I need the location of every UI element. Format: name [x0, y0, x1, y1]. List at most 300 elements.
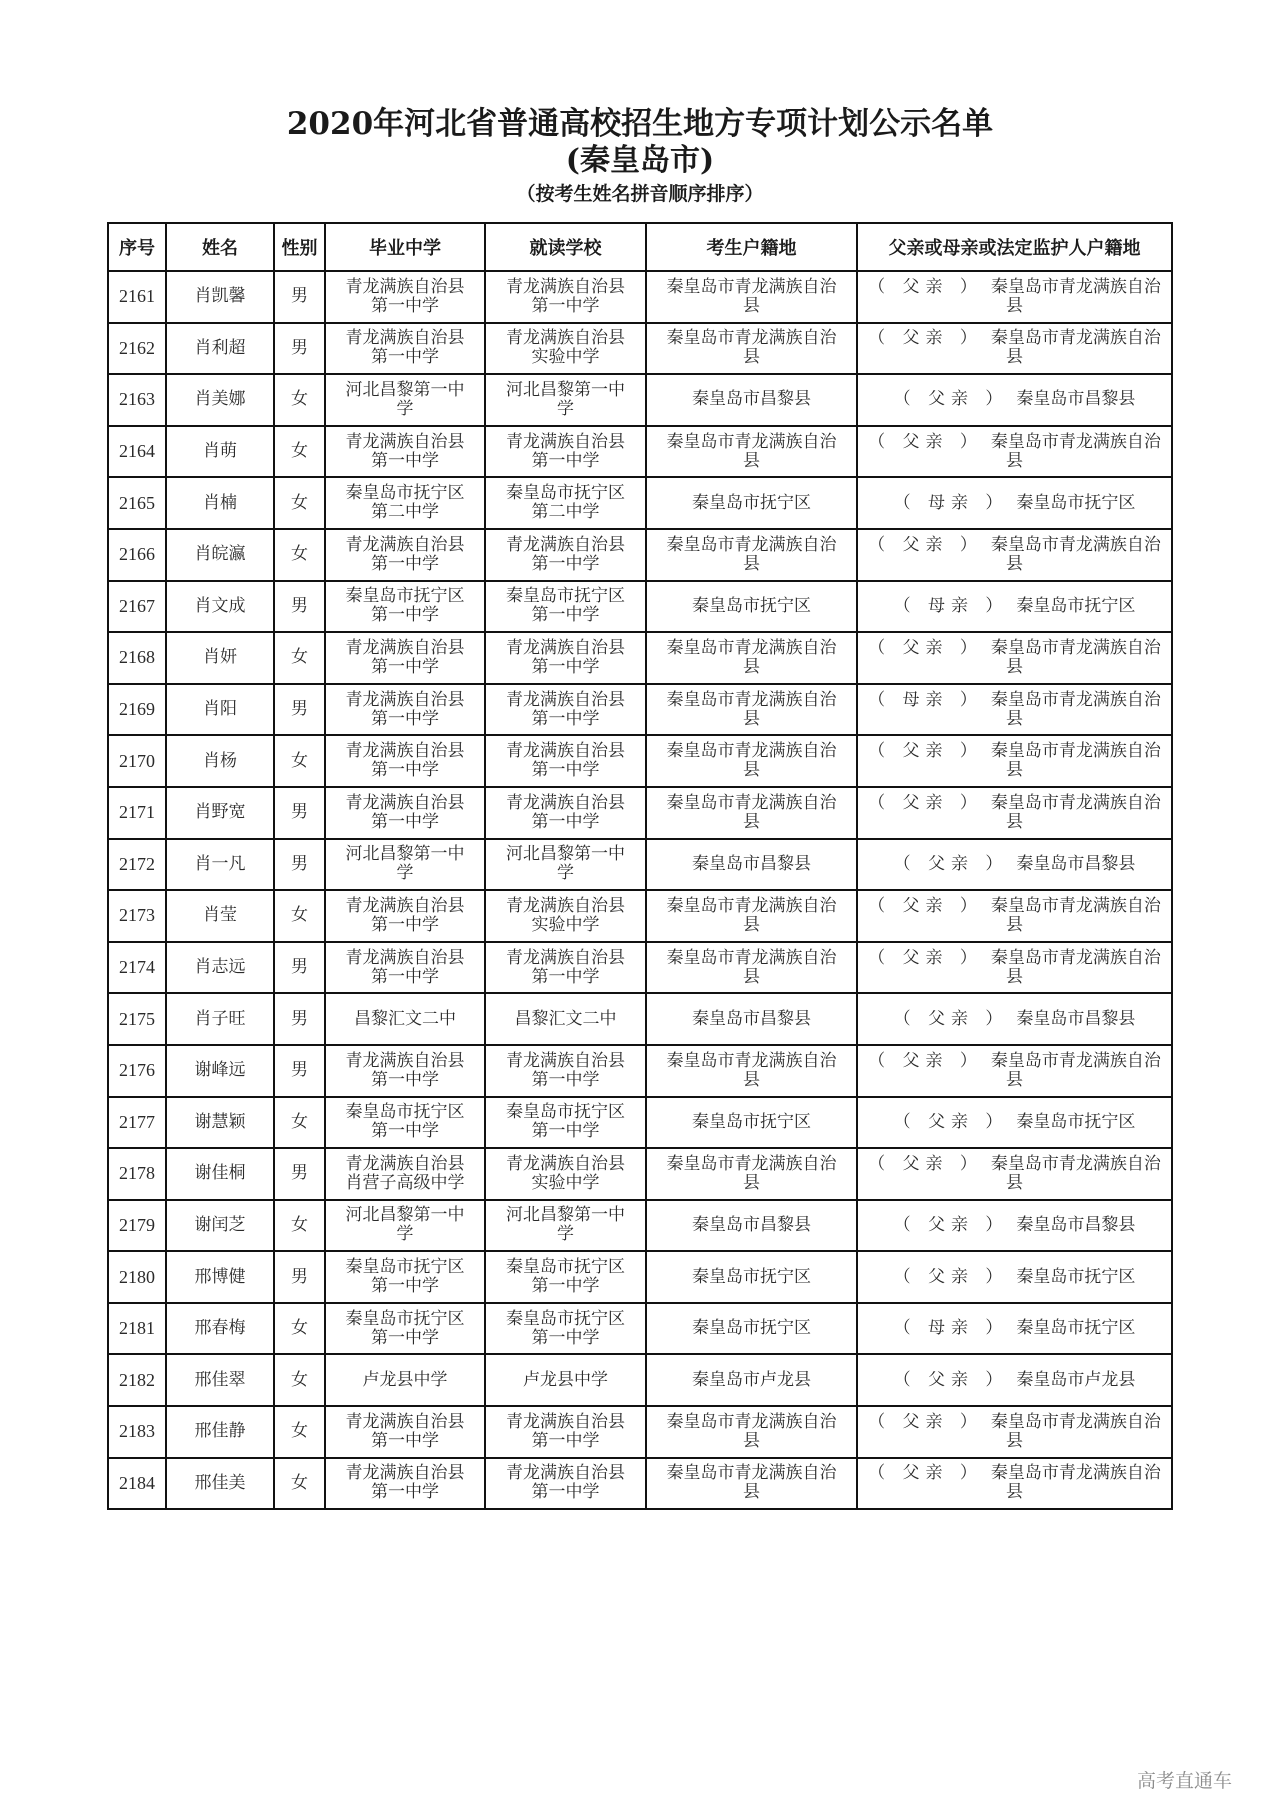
cell-current-school-line: 实验中学: [531, 347, 600, 368]
cell-grad-school: [325, 787, 485, 839]
cell-grad-school-line: 河北昌黎第一中: [345, 1205, 465, 1226]
cell-grad-school-line: 青龙满族自治县: [345, 689, 465, 710]
cell-gender: 男: [274, 839, 325, 891]
cell-hukou-line: 秦皇岛市青龙满族自治: [666, 1050, 837, 1071]
cell-name: 邢博健: [166, 1251, 274, 1303]
column-header-id: 序号: [108, 223, 166, 271]
cell-grad-school-line: 青龙满族自治县: [345, 534, 465, 555]
guardian-relation: （ 父亲 ）: [893, 1369, 1009, 1390]
cell-current-school-line: 青龙满族自治县: [506, 1153, 625, 1174]
table-row: [108, 735, 1172, 787]
table-row: [108, 1097, 1172, 1149]
cell-current-school-line: 河北昌黎第一中: [506, 379, 625, 400]
cell-name: 肖妍: [166, 632, 274, 684]
cell-hukou-line: 秦皇岛市抚宁区: [692, 1318, 811, 1339]
guardian-location: 秦皇岛市青龙满族自治县: [990, 741, 1161, 781]
cell-id: 2176: [108, 1045, 166, 1097]
cell-name: 肖利超: [166, 323, 274, 375]
cell-grad-school-line: 学: [396, 863, 414, 884]
cell-current-school: [485, 1354, 646, 1406]
cell-gender: 男: [274, 1251, 325, 1303]
cell-gender: 女: [274, 1303, 325, 1355]
cell-gender: 女: [274, 632, 325, 684]
cell-current-school-line: 第一中学: [531, 450, 600, 471]
cell-name: 谢佳桐: [166, 1148, 274, 1200]
cell-current-school-line: 青龙满族自治县: [506, 276, 625, 297]
cell-current-school-line: 秦皇岛市抚宁区: [506, 1257, 625, 1278]
cell-current-school-line: 青龙满族自治县: [506, 534, 625, 555]
cell-gender: 女: [274, 890, 325, 942]
guardian-location: 秦皇岛市青龙满族自治县: [990, 689, 1161, 729]
cell-guardian-hukou: [857, 1354, 1172, 1406]
cell-grad-school: [325, 323, 485, 375]
cell-hukou-line: 县: [743, 347, 760, 368]
cell-gender: 女: [274, 1097, 325, 1149]
cell-guardian-hukou: [857, 942, 1172, 994]
cell-current-school: [485, 1303, 646, 1355]
guardian-location: 秦皇岛市抚宁区: [1016, 1266, 1136, 1287]
cell-hukou: [646, 1406, 857, 1458]
guardian-location: 秦皇岛市抚宁区: [1016, 595, 1136, 616]
cell-guardian-hukou: [857, 1045, 1172, 1097]
cell-grad-school-line: 青龙满族自治县: [345, 328, 465, 349]
cell-grad-school-line: 秦皇岛市抚宁区: [345, 1102, 465, 1123]
sort-note: （按考生姓名拼音顺序排序）: [516, 183, 764, 205]
cell-hukou: [646, 787, 857, 839]
cell-grad-school: [325, 426, 485, 478]
cell-id: 2170: [108, 735, 166, 787]
cell-grad-school-line: 青龙满族自治县: [345, 431, 465, 452]
cell-hukou-line: 秦皇岛市昌黎县: [692, 853, 811, 874]
column-header-hukou: 考生户籍地: [646, 223, 857, 271]
cell-grad-school: [325, 581, 485, 633]
cell-hukou-line: 县: [743, 914, 760, 935]
cell-grad-school-line: 青龙满族自治县: [345, 792, 465, 813]
cell-hukou-line: 秦皇岛市抚宁区: [692, 1111, 811, 1132]
cell-grad-school-line: 青龙满族自治县: [345, 895, 465, 916]
cell-current-school: [485, 1148, 646, 1200]
cell-grad-school-line: 秦皇岛市抚宁区: [345, 586, 465, 607]
cell-gender: 女: [274, 1200, 325, 1252]
cell-id: 2164: [108, 426, 166, 478]
cell-current-school: [485, 993, 646, 1045]
cell-grad-school: [325, 1251, 485, 1303]
cell-current-school-line: 青龙满族自治县: [506, 431, 625, 452]
cell-hukou: [646, 1045, 857, 1097]
guardian-location: 秦皇岛市昌黎县: [1016, 1008, 1136, 1029]
cell-current-school-line: 青龙满族自治县: [506, 689, 625, 710]
cell-current-school-line: 第一中学: [531, 1276, 600, 1297]
cell-id: 2183: [108, 1406, 166, 1458]
cell-hukou: [646, 374, 857, 426]
cell-gender: 男: [274, 323, 325, 375]
guardian-relation: （ 父亲 ）: [868, 431, 983, 452]
cell-hukou-line: 秦皇岛市抚宁区: [692, 1266, 811, 1287]
cell-grad-school-line: 第一中学: [371, 1482, 439, 1503]
guardian-location: 秦皇岛市青龙满族自治县: [990, 895, 1161, 935]
cell-id: 2172: [108, 839, 166, 891]
cell-grad-school: [325, 735, 485, 787]
cell-gender: 女: [274, 1458, 325, 1510]
cell-hukou: [646, 1251, 857, 1303]
cell-name: 肖野宽: [166, 787, 274, 839]
cell-current-school-line: 第一中学: [531, 295, 600, 316]
cell-current-school: [485, 477, 646, 529]
column-header-gender: 性别: [274, 223, 325, 271]
cell-grad-school: [325, 1354, 485, 1406]
guardian-location: 秦皇岛市昌黎县: [1016, 853, 1136, 874]
cell-hukou-line: 秦皇岛市昌黎县: [692, 389, 811, 410]
cell-guardian-hukou: [857, 426, 1172, 478]
cell-guardian-hukou: [857, 735, 1172, 787]
cell-guardian-hukou: [857, 581, 1172, 633]
cell-gender: 女: [274, 426, 325, 478]
cell-current-school-line: 河北昌黎第一中: [506, 844, 625, 865]
cell-name: 肖阳: [166, 684, 274, 736]
cell-hukou-line: 秦皇岛市抚宁区: [692, 595, 811, 616]
cell-grad-school: [325, 632, 485, 684]
cell-grad-school-line: 昌黎汇文二中: [354, 1008, 456, 1029]
cell-hukou-line: 县: [743, 966, 760, 987]
guardian-relation: （ 父亲 ）: [868, 1050, 983, 1071]
cell-hukou: [646, 890, 857, 942]
cell-current-school-line: 实验中学: [531, 1172, 600, 1193]
cell-grad-school-line: 第一中学: [371, 1069, 439, 1090]
cell-name: 肖志远: [166, 942, 274, 994]
cell-hukou-line: 县: [743, 1172, 760, 1193]
cell-current-school-line: 秦皇岛市抚宁区: [506, 1102, 625, 1123]
cell-current-school: [485, 1200, 646, 1252]
table-row: [108, 323, 1172, 375]
cell-hukou: [646, 323, 857, 375]
column-header-name: 姓名: [166, 223, 274, 271]
guardian-location: 秦皇岛市青龙满族自治县: [990, 947, 1161, 987]
cell-current-school-line: 青龙满族自治县: [506, 328, 625, 349]
guardian-location: 秦皇岛市抚宁区: [1016, 1111, 1136, 1132]
cell-hukou: [646, 632, 857, 684]
cell-gender: 女: [274, 735, 325, 787]
cell-guardian-hukou: [857, 890, 1172, 942]
cell-name: 谢闰芝: [166, 1200, 274, 1252]
cell-grad-school-line: 学: [396, 398, 414, 419]
table-row: [108, 787, 1172, 839]
cell-hukou-line: 秦皇岛市抚宁区: [692, 492, 811, 513]
cell-grad-school-line: 学: [396, 1224, 414, 1245]
cell-gender: 男: [274, 1148, 325, 1200]
cell-hukou-line: 县: [743, 295, 760, 316]
cell-id: 2171: [108, 787, 166, 839]
cell-current-school-line: 青龙满族自治县: [506, 741, 625, 762]
table-row: [108, 1406, 1172, 1458]
cell-gender: 女: [274, 1354, 325, 1406]
cell-name: 肖杨: [166, 735, 274, 787]
guardian-relation: （ 母亲 ）: [893, 595, 1009, 616]
cell-grad-school: [325, 1303, 485, 1355]
cell-guardian-hukou: [857, 632, 1172, 684]
cell-current-school: [485, 323, 646, 375]
cell-grad-school-line: 青龙满族自治县: [345, 741, 465, 762]
cell-hukou-line: 秦皇岛市青龙满族自治: [666, 276, 837, 297]
cell-hukou-line: 县: [743, 656, 760, 677]
cell-current-school: [485, 1458, 646, 1510]
table-row: [108, 426, 1172, 478]
guardian-relation: （ 父亲 ）: [893, 389, 1009, 410]
cell-hukou: [646, 1458, 857, 1510]
cell-grad-school: [325, 890, 485, 942]
cell-hukou: [646, 581, 857, 633]
cell-current-school-line: 第一中学: [531, 1430, 600, 1451]
table-row: [108, 1354, 1172, 1406]
cell-name: 肖一凡: [166, 839, 274, 891]
cell-grad-school: [325, 374, 485, 426]
cell-current-school-line: 第一中学: [531, 966, 600, 987]
cell-grad-school-line: 第二中学: [371, 502, 439, 523]
cell-current-school-line: 第一中学: [531, 760, 600, 781]
cell-grad-school-line: 肖营子高级中学: [345, 1172, 465, 1193]
cell-current-school-line: 第二中学: [531, 502, 600, 523]
guardian-location: 秦皇岛市卢龙县: [1016, 1369, 1136, 1390]
cell-current-school: [485, 1097, 646, 1149]
guardian-relation: （ 父亲 ）: [868, 276, 983, 297]
cell-current-school: [485, 839, 646, 891]
guardian-location: 秦皇岛市昌黎县: [1016, 389, 1136, 410]
table-row: [108, 839, 1172, 891]
cell-grad-school-line: 秦皇岛市抚宁区: [345, 1308, 465, 1329]
cell-hukou-line: 秦皇岛市青龙满族自治: [666, 895, 837, 916]
cell-name: 肖楠: [166, 477, 274, 529]
guardian-location: 秦皇岛市青龙满族自治县: [990, 534, 1161, 574]
cell-name: 肖凯馨: [166, 271, 274, 323]
cell-current-school: [485, 374, 646, 426]
cell-current-school-line: 第一中学: [531, 656, 600, 677]
guardian-location: 秦皇岛市抚宁区: [1016, 492, 1136, 513]
cell-gender: 男: [274, 684, 325, 736]
cell-hukou-line: 县: [743, 811, 760, 832]
cell-current-school: [485, 942, 646, 994]
cell-current-school-line: 青龙满族自治县: [506, 792, 625, 813]
guardian-location: 秦皇岛市青龙满族自治县: [990, 792, 1161, 832]
cell-grad-school-line: 秦皇岛市抚宁区: [345, 483, 465, 504]
cell-hukou-line: 秦皇岛市卢龙县: [692, 1369, 811, 1390]
cell-grad-school: [325, 1148, 485, 1200]
column-header-grad-school: 毕业中学: [325, 223, 485, 271]
guardian-relation: （ 父亲 ）: [868, 1153, 983, 1174]
table-row: [108, 684, 1172, 736]
cell-current-school: [485, 581, 646, 633]
cell-guardian-hukou: [857, 323, 1172, 375]
guardian-relation: （ 父亲 ）: [893, 1266, 1009, 1287]
guardian-relation: （ 父亲 ）: [868, 534, 983, 555]
cell-hukou-line: 县: [743, 760, 760, 781]
cell-guardian-hukou: [857, 839, 1172, 891]
cell-grad-school: [325, 839, 485, 891]
cell-grad-school-line: 河北昌黎第一中: [345, 379, 465, 400]
cell-guardian-hukou: [857, 1406, 1172, 1458]
cell-hukou-line: 秦皇岛市青龙满族自治: [666, 1463, 837, 1484]
cell-grad-school: [325, 477, 485, 529]
cell-grad-school: [325, 1406, 485, 1458]
table-row: [108, 1200, 1172, 1252]
table-row: [108, 1045, 1172, 1097]
guardian-location: 秦皇岛市青龙满族自治县: [990, 431, 1161, 471]
cell-grad-school: [325, 271, 485, 323]
cell-grad-school-line: 第一中学: [371, 605, 439, 626]
cell-name: 邢佳翠: [166, 1354, 274, 1406]
cell-name: 肖莹: [166, 890, 274, 942]
cell-grad-school-line: 第一中学: [371, 1430, 439, 1451]
cell-hukou-line: 秦皇岛市青龙满族自治: [666, 947, 837, 968]
guardian-relation: （ 父亲 ）: [868, 637, 983, 658]
roster-body: [108, 271, 1172, 1509]
table-row: [108, 1148, 1172, 1200]
cell-current-school-line: 学: [557, 1224, 574, 1245]
cell-grad-school-line: 秦皇岛市抚宁区: [345, 1257, 465, 1278]
cell-guardian-hukou: [857, 1200, 1172, 1252]
cell-gender: 男: [274, 787, 325, 839]
cell-grad-school-line: 青龙满族自治县: [345, 637, 465, 658]
cell-current-school-line: 昌黎汇文二中: [514, 1008, 617, 1029]
guardian-relation: （ 父亲 ）: [868, 947, 983, 968]
table-row: [108, 942, 1172, 994]
table-row: [108, 374, 1172, 426]
table-row: [108, 890, 1172, 942]
cell-hukou-line: 秦皇岛市青龙满族自治: [666, 792, 837, 813]
cell-id: 2162: [108, 323, 166, 375]
guardian-relation: （ 母亲 ）: [868, 689, 983, 710]
cell-current-school: [485, 426, 646, 478]
cell-current-school-line: 实验中学: [531, 914, 600, 935]
cell-name: 谢慧颖: [166, 1097, 274, 1149]
watermark: 高考直通车: [1136, 1770, 1232, 1792]
cell-hukou: [646, 684, 857, 736]
cell-id: 2163: [108, 374, 166, 426]
guardian-relation: （ 母亲 ）: [893, 492, 1009, 513]
cell-grad-school: [325, 993, 485, 1045]
guardian-location: 秦皇岛市青龙满族自治县: [990, 276, 1161, 316]
cell-hukou-line: 秦皇岛市青龙满族自治: [666, 741, 837, 762]
cell-hukou-line: 县: [743, 708, 760, 729]
table-row: [108, 1251, 1172, 1303]
cell-current-school: [485, 735, 646, 787]
cell-grad-school: [325, 684, 485, 736]
cell-grad-school-line: 第一中学: [371, 966, 439, 987]
cell-hukou-line: 秦皇岛市青龙满族自治: [666, 689, 837, 710]
cell-hukou-line: 县: [743, 1069, 760, 1090]
cell-grad-school-line: 第一中学: [371, 1276, 439, 1297]
cell-id: 2168: [108, 632, 166, 684]
table-row: [108, 477, 1172, 529]
document-title: 2020年河北省普通高校招生地方专项计划公示名单: [286, 106, 994, 142]
cell-name: 邢佳美: [166, 1458, 274, 1510]
cell-guardian-hukou: [857, 1251, 1172, 1303]
cell-name: 肖皖瀛: [166, 529, 274, 581]
cell-grad-school-line: 第一中学: [371, 914, 439, 935]
guardian-relation: （ 父亲 ）: [868, 1463, 983, 1484]
guardian-relation: （ 父亲 ）: [893, 853, 1009, 874]
cell-grad-school-line: 青龙满族自治县: [345, 1050, 465, 1071]
cell-current-school: [485, 1251, 646, 1303]
cell-name: 肖萌: [166, 426, 274, 478]
cell-gender: 女: [274, 1406, 325, 1458]
cell-hukou: [646, 839, 857, 891]
table-row: [108, 1458, 1172, 1510]
cell-hukou-line: 秦皇岛市青龙满族自治: [666, 328, 837, 349]
cell-hukou: [646, 529, 857, 581]
cell-current-school-line: 第一中学: [531, 708, 600, 729]
cell-current-school-line: 第一中学: [531, 811, 600, 832]
cell-current-school-line: 第一中学: [531, 1482, 600, 1503]
cell-guardian-hukou: [857, 477, 1172, 529]
cell-current-school-line: 学: [557, 863, 574, 884]
cell-grad-school-line: 卢龙县中学: [362, 1369, 448, 1390]
roster-table: [107, 222, 1173, 1510]
guardian-location: 秦皇岛市青龙满族自治县: [990, 1463, 1161, 1503]
guardian-location: 秦皇岛市青龙满族自治县: [990, 1153, 1161, 1193]
cell-grad-school: [325, 1045, 485, 1097]
cell-hukou-line: 县: [743, 553, 760, 574]
cell-current-school-line: 河北昌黎第一中: [506, 1205, 625, 1226]
cell-id: 2161: [108, 271, 166, 323]
cell-hukou: [646, 1354, 857, 1406]
cell-guardian-hukou: [857, 1148, 1172, 1200]
cell-id: 2166: [108, 529, 166, 581]
cell-id: 2179: [108, 1200, 166, 1252]
cell-gender: 男: [274, 993, 325, 1045]
cell-current-school: [485, 632, 646, 684]
cell-name: 肖美娜: [166, 374, 274, 426]
cell-hukou-line: 秦皇岛市昌黎县: [692, 1008, 811, 1029]
cell-current-school: [485, 271, 646, 323]
guardian-location: 秦皇岛市青龙满族自治县: [990, 328, 1161, 368]
cell-id: 2181: [108, 1303, 166, 1355]
cell-id: 2167: [108, 581, 166, 633]
cell-grad-school: [325, 1458, 485, 1510]
cell-current-school-line: 第一中学: [531, 553, 600, 574]
cell-hukou-line: 秦皇岛市青龙满族自治: [666, 1411, 837, 1432]
table-row: [108, 993, 1172, 1045]
cell-gender: 男: [274, 271, 325, 323]
cell-grad-school-line: 河北昌黎第一中: [345, 844, 465, 865]
cell-hukou: [646, 1200, 857, 1252]
guardian-location: 秦皇岛市昌黎县: [1016, 1214, 1136, 1235]
cell-current-school-line: 学: [557, 398, 574, 419]
cell-current-school-line: 秦皇岛市抚宁区: [506, 1308, 625, 1329]
table-row: [108, 529, 1172, 581]
cell-guardian-hukou: [857, 374, 1172, 426]
cell-current-school-line: 青龙满族自治县: [506, 1411, 625, 1432]
cell-grad-school-line: 第一中学: [371, 1327, 439, 1348]
table-row: [108, 271, 1172, 323]
cell-current-school-line: 秦皇岛市抚宁区: [506, 586, 625, 607]
cell-current-school-line: 青龙满族自治县: [506, 947, 625, 968]
cell-grad-school-line: 第一中学: [371, 450, 439, 471]
cell-grad-school: [325, 942, 485, 994]
guardian-relation: （ 父亲 ）: [893, 1214, 1009, 1235]
guardian-relation: （ 父亲 ）: [868, 1411, 983, 1432]
cell-hukou: [646, 942, 857, 994]
cell-current-school: [485, 1045, 646, 1097]
cell-hukou: [646, 477, 857, 529]
cell-gender: 女: [274, 477, 325, 529]
cell-hukou-line: 秦皇岛市青龙满族自治: [666, 431, 837, 452]
cell-grad-school-line: 青龙满族自治县: [345, 947, 465, 968]
cell-hukou: [646, 735, 857, 787]
cell-guardian-hukou: [857, 1458, 1172, 1510]
guardian-relation: （ 父亲 ）: [868, 328, 983, 349]
cell-hukou-line: 秦皇岛市青龙满族自治: [666, 1153, 837, 1174]
guardian-relation: （ 父亲 ）: [868, 741, 983, 762]
cell-current-school-line: 卢龙县中学: [523, 1369, 608, 1390]
